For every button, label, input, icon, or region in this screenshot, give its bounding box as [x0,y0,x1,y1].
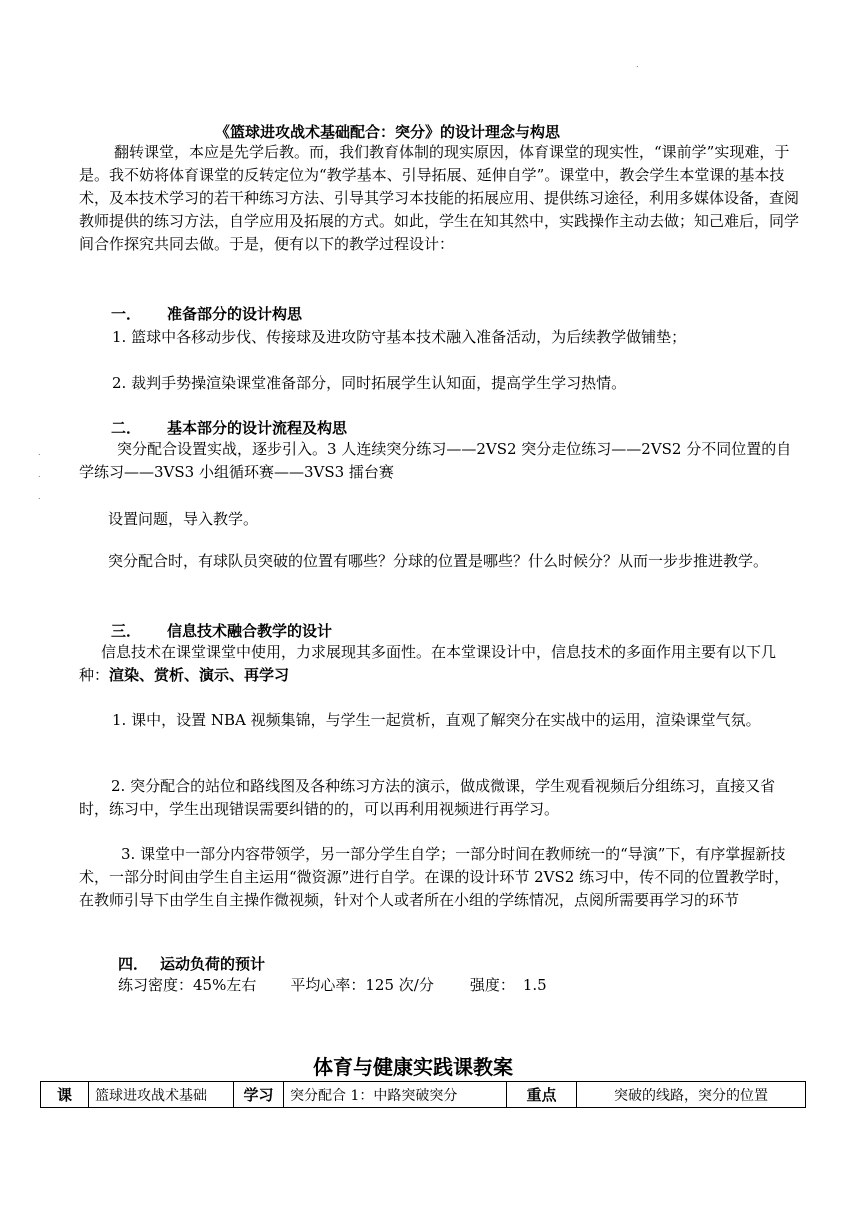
section-2-question-lead: 设置问题，导入教学。 [108,510,259,528]
course-value-cell: 篮球进攻战术基础 [89,1082,234,1108]
section-3-item-3: 3. 课堂中一部分内容带领学，另一部分学生自学；一部分时间在教师统一的“导演”下，有序掌握新技术，一部分时间由学生自主运用“微资源”进行自学。在课的设计环节 2VS2 练习中，传不同的位置教学时，在教师引导下由学生自主操作微视频，针对个人或者所在小组的学练情况，点阅所需要再学习的环节 [79,845,790,909]
section-1-item-2: 2. 裁判手势操渲染课堂准备部分，同时拓展学生认知面，提高学生学习热情。 [112,374,627,392]
document-title: 《篮球进攻战术基础配合：突分》的设计理念与构思 [215,123,561,141]
heart-rate-value: 125 次/分 [365,976,434,994]
section-2-flow-paragraph: 突分配合设置实战，逐步引入。3 人连续突分练习——2VS2 突分走位练习——2VS2 分不同位置的自学练习——3VS3 小组循环赛——3VS3 擂台赛 [79,440,792,481]
margin-mark: . [38,448,41,457]
study-header-cell: 学习 [234,1082,284,1108]
section-title: 运动负荷的预计 [160,955,266,973]
section-3-item-1: 1. 课中，设置 NBA 视频集锦，与学生一起赏析，直观了解突分在实战中的运用，渲染课堂气氛。 [112,711,761,729]
heart-rate-label: 平均心率： [290,976,366,994]
load-estimate-row [118,974,547,995]
density-label: 练习密度： [118,976,194,994]
study-value-cell: 突分配合 1：中路突破突分 [284,1082,507,1108]
section-number: 四． [118,955,149,973]
section-3-intro-emphasis: 渲染、赏析、演示、再学习 [109,666,290,684]
section-title: 基本部分的设计流程及构思 [167,419,348,437]
intro-paragraph: 翻转课堂，本应是先学后教。而，我们教育体制的现实原因，体育课堂的现实性，“课前学”实现难，于是。我不妨将体育课堂的反转定位为“教学基本、引导拓展、延伸自学”。课堂中，教会学生本堂课的基本技术，及本技术学习的若干种练习方法、引导其学习本技能的拓展应用、提供练习途径，利用多媒体设备，查阅教师提供的练习方法，自学应用及拓展的方式。如此，学生在知其然中，实践操作主动去做；知己难后，同学间合作探究共同去做。于是，便有以下的教学过程设计： [79,143,800,253]
focus-value-cell: 突破的线路，突分的位置 [577,1082,806,1108]
section-3-intro-paragraph [79,641,801,687]
intensity-label: 强度： [469,976,515,994]
focus-header-cell: 重点 [507,1082,577,1108]
section-2-heading [111,417,347,438]
lesson-plan-title: 体育与健康实践课教案 [313,1055,513,1079]
margin-mark: . [38,470,41,479]
section-1-heading [111,303,302,324]
section-title: 准备部分的设计构思 [167,305,303,323]
lesson-plan-table [40,1081,806,1108]
section-number: 二． [111,419,142,437]
section-title: 信息技术融合教学的设计 [167,622,333,640]
density-value: 45%左右 [193,976,257,994]
section-3-intro-text: 信息技术在课堂课堂中使用，力求展现其多面性。在本堂课设计中，信息技术的多面作用主要有以下几种： [79,643,777,684]
intensity-value: 1.5 [522,976,547,994]
table-row [41,1082,806,1108]
section-number: 三． [111,622,142,640]
section-4-heading [118,953,265,974]
section-2-question-paragraph: 突分配合时，有球队员突破的位置有哪些？分球的位置是哪些？什么时候分？从而一步步推进教学。 [108,552,769,570]
section-number: 一． [111,305,142,323]
page-mark: . [636,60,639,69]
section-1-item-1: 1. 篮球中各移动步伐、传接球及进攻防守基本技术融入准备活动，为后续教学做铺垫； [112,328,687,346]
margin-mark: . [38,492,41,501]
course-header-cell: 课 [41,1082,89,1108]
section-3-item-2: 2. 突分配合的站位和路线图及各种练习方法的演示，做成微课，学生观看视频后分组练习，直接又省时，练习中，学生出现错误需要纠错的的，可以再利用视频进行再学习。 [79,777,776,818]
section-3-heading [111,620,332,641]
